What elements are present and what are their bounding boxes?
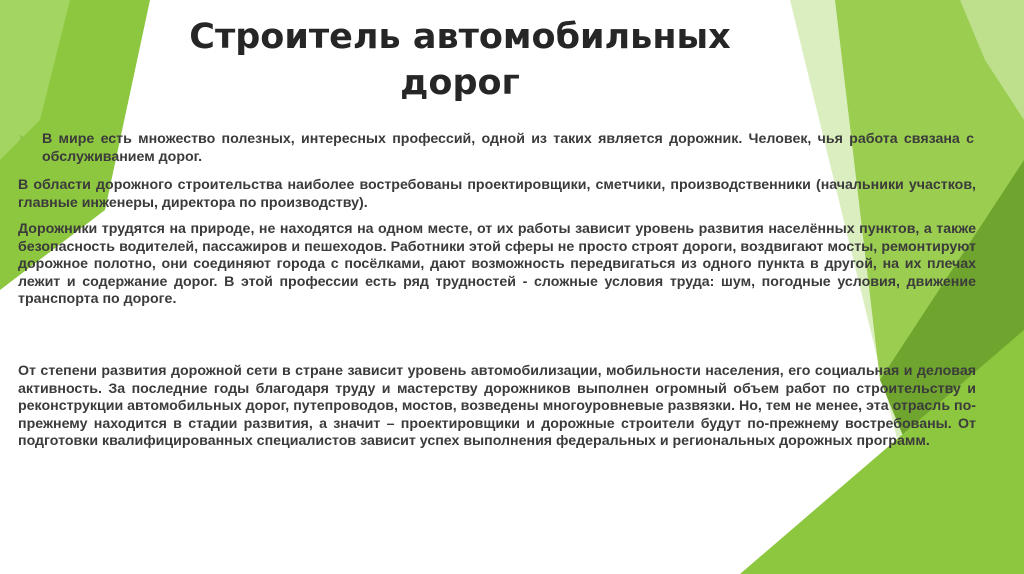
slide-title (160, 14, 760, 106)
arrow-bullet-icon: ➤ (18, 133, 27, 144)
paragraph-intro: В мире есть множество полезных, интересных профессий, одной из таких является дорожник. Человек, чья работа связана с обслуживанием дорог. (42, 131, 974, 165)
paragraph-development: От степени развития дорожной сети в стране зависит уровень автомобилизации, мобильности населения, его социальная и деловая активность. За последние годы благодаря труду и мастерству дорожников выполнен огромный объем работ по строительству и реконструкции автомобильных дорог, путепроводов, мостов, возведены многоуровневые развязки. Но, тем не менее, эта отрасль по-прежнему находится в стадии развития, а значит – проектировщики и дорожные строители будут по-прежнему востребованы. От подготовки квалифицированных специалистов зависит успех выполнения федеральных и региональных дорожных программ. (18, 363, 976, 450)
title-line-2: дорог (400, 63, 520, 103)
paragraph-specialties: В области дорожного строительства наиболее востребованы проектировщики, сметчики, производственники (начальники участков, главные инженеры, директора по производству). (18, 177, 976, 211)
paragraph-work-conditions: Дорожники трудятся на природе, не находятся на одном месте, от их работы зависит уровень развития населённых пунктов, а также безопасность водителей, пассажиров и пешеходов. Работники этой сферы не просто строят дороги, воздвигают мосты, ремонтируют дорожное полотно, они соединяют города с посёлками, дают возможность передвигаться из одного пункта в другой, на их плечах лежит и содержание дорог. В этой профессии есть ряд трудностей - сложные условия труда: шум, погодные условия, движение транспорта по дороге. (18, 221, 976, 308)
title-line-1: Строитель автомобильных (189, 17, 731, 57)
